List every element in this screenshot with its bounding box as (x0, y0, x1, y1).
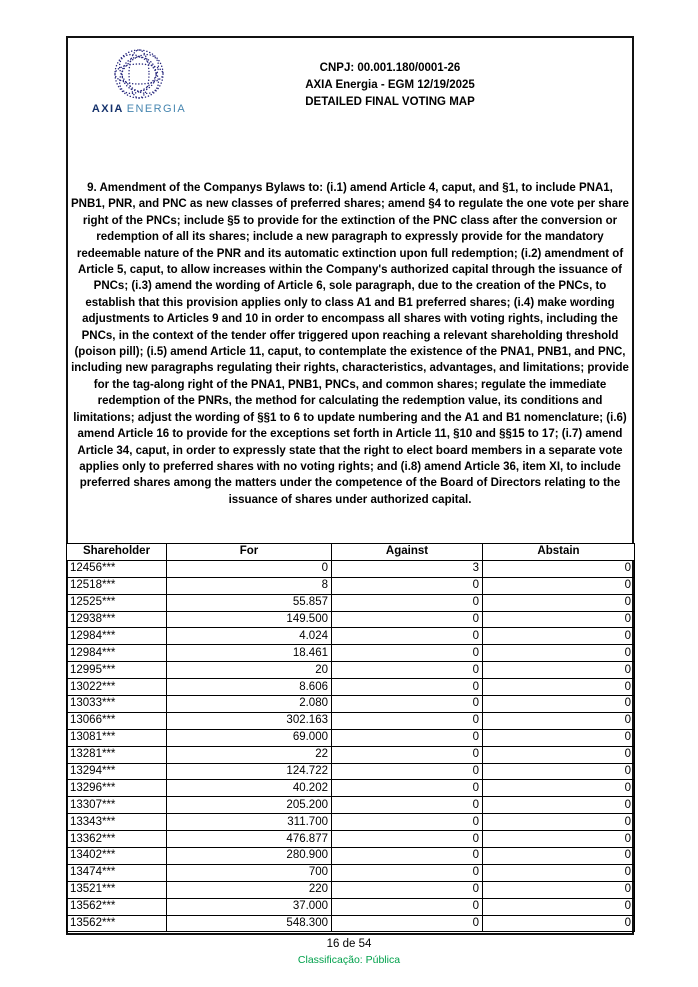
for-cell: 55.857 (167, 594, 332, 611)
against-cell: 0 (332, 915, 483, 932)
table-row (67, 848, 635, 865)
table-row (67, 729, 635, 746)
abstain-cell: 0 (483, 611, 635, 628)
abstain-cell: 0 (483, 915, 635, 932)
against-cell: 3 (332, 560, 483, 577)
against-cell: 0 (332, 763, 483, 780)
agenda-item-9-text: 9. Amendment of the Companys Bylaws to: (i.1) amend Article 4, caput, and §1, to include PNA1, PNB1, PNR, and PNC as new classes of preferred shares; amend §4 to regulate the one vote per share right of the PNCs; include §5 to provide for the extinction of the PNC class after the conversion or redemption of all its shares; include a new paragraph to expressly provide for the mandatory redeemable nature of the PNR and its automatic extinction upon full redemption; (i.2) amendment of Article 5, caput, to allow increases within the Company's authorized capital through the issuance of PNCs; (i.3) amend the wording of Article 6, sole paragraph, due to the creation of the PNCs, to establish that this provision applies only to class A1 and B1 preferred shares; (i.4) make wording adjustments to Articles 9 and 10 in order to encompass all shares with voting rights, including the PNCs, in the context of the tender offer triggered upon reaching a relevant shareholding threshold (poison pill); (i.5) amend Article 11, caput, to contemplate the existence of the PNA1, PNB1, and PNC, including new paragraphs regulating their rights, characteristics, advantages, and limitations; provide for the tag-along right of the PNA1, PNB1, PNCs, and common shares; regulate the immediate redemption of the PNRs, the method for calculating the redemption value, its conditions and limitations; adjust the wording of §§1 to 6 to update numbering and the A1 and B1 nomenclature; (i.6) amend Article 16 to provide for the exceptions set forth in Article 11, §10 and §§15 to 17; (i.7) amend Article 34, caput, in order to expressly state that the right to elect board members in a separate vote applies only to preferred shares with no voting rights; and (i.8) amend Article 36, item XI, to include preferred shares among the matters under the competence of the Board of Directors relating to the issuance of shares under authorized capital. (71, 182, 629, 506)
for-cell: 311.700 (167, 814, 332, 831)
table-row (67, 712, 635, 729)
company-logo (84, 47, 194, 115)
for-cell: 20 (167, 662, 332, 679)
for-cell: 8.606 (167, 679, 332, 696)
logo-suffix: ENERGIA (126, 103, 187, 115)
against-cell: 0 (332, 729, 483, 746)
shareholder-cell: 12984*** (67, 628, 167, 645)
abstain-cell: 0 (483, 662, 635, 679)
table-row (67, 814, 635, 831)
abstain-cell: 0 (483, 696, 635, 713)
logo-wordmark (84, 103, 194, 115)
for-cell: 40.202 (167, 780, 332, 797)
for-cell: 205.200 (167, 797, 332, 814)
table-row (67, 746, 635, 763)
against-cell: 0 (332, 814, 483, 831)
logo-name: AXIA (91, 103, 124, 115)
for-cell: 37.000 (167, 898, 332, 915)
for-cell: 220 (167, 881, 332, 898)
for-cell: 700 (167, 864, 332, 881)
shareholder-cell: 13521*** (67, 881, 167, 898)
abstain-cell: 0 (483, 679, 635, 696)
against-cell: 0 (332, 797, 483, 814)
shareholder-cell: 13022*** (67, 679, 167, 696)
for-cell: 69.000 (167, 729, 332, 746)
table-row (67, 780, 635, 797)
document-header (205, 60, 575, 111)
meeting-title-line: AXIA Energia - EGM 12/19/2025 (305, 79, 475, 91)
shareholder-cell: 13402*** (67, 848, 167, 865)
against-cell: 0 (332, 577, 483, 594)
abstain-cell: 0 (483, 831, 635, 848)
abstain-cell: 0 (483, 712, 635, 729)
column-header-abstain: Abstain (483, 544, 635, 561)
against-cell: 0 (332, 594, 483, 611)
abstain-cell: 0 (483, 763, 635, 780)
table-header-row (67, 544, 635, 561)
table-row (67, 594, 635, 611)
abstain-cell: 0 (483, 746, 635, 763)
against-cell: 0 (332, 831, 483, 848)
table-row (67, 898, 635, 915)
voting-table (66, 543, 635, 932)
shareholder-cell: 13307*** (67, 797, 167, 814)
for-cell: 0 (167, 560, 332, 577)
for-cell: 8 (167, 577, 332, 594)
for-cell: 302.163 (167, 712, 332, 729)
table-row (67, 696, 635, 713)
table-row (67, 831, 635, 848)
table-row (67, 611, 635, 628)
against-cell: 0 (332, 679, 483, 696)
table-row (67, 763, 635, 780)
shareholder-cell: 13296*** (67, 780, 167, 797)
shareholder-cell: 13281*** (67, 746, 167, 763)
for-cell: 4.024 (167, 628, 332, 645)
table-row (67, 797, 635, 814)
table-row (67, 560, 635, 577)
abstain-cell: 0 (483, 594, 635, 611)
shareholder-cell: 13562*** (67, 898, 167, 915)
abstain-cell: 0 (483, 645, 635, 662)
abstain-cell: 0 (483, 780, 635, 797)
for-cell: 149.500 (167, 611, 332, 628)
against-cell: 0 (332, 611, 483, 628)
for-cell: 280.900 (167, 848, 332, 865)
column-header-for: For (167, 544, 332, 561)
abstain-cell: 0 (483, 864, 635, 881)
against-cell: 0 (332, 628, 483, 645)
abstain-cell: 0 (483, 797, 635, 814)
shareholder-cell: 13362*** (67, 831, 167, 848)
for-cell: 2.080 (167, 696, 332, 713)
axia-logo-icon (112, 47, 166, 101)
against-cell: 0 (332, 712, 483, 729)
table-row (67, 645, 635, 662)
document-subtitle: DETAILED FINAL VOTING MAP (305, 96, 475, 108)
abstain-cell: 0 (483, 577, 635, 594)
shareholder-cell: 12995*** (67, 662, 167, 679)
against-cell: 0 (332, 746, 483, 763)
cnpj-line: CNPJ: 00.001.180/0001-26 (319, 62, 461, 74)
shareholder-cell: 13081*** (67, 729, 167, 746)
for-cell: 124.722 (167, 763, 332, 780)
page-number: 16 de 54 (326, 938, 372, 950)
table-row (67, 628, 635, 645)
shareholder-cell: 12518*** (67, 577, 167, 594)
shareholder-cell: 13343*** (67, 814, 167, 831)
shareholder-cell: 12984*** (67, 645, 167, 662)
for-cell: 18.461 (167, 645, 332, 662)
abstain-cell: 0 (483, 729, 635, 746)
abstain-cell: 0 (483, 814, 635, 831)
for-cell: 22 (167, 746, 332, 763)
table-row (67, 662, 635, 679)
against-cell: 0 (332, 696, 483, 713)
abstain-cell: 0 (483, 628, 635, 645)
for-cell: 476.877 (167, 831, 332, 848)
shareholder-cell: 12456*** (67, 560, 167, 577)
shareholder-cell: 12525*** (67, 594, 167, 611)
abstain-cell: 0 (483, 881, 635, 898)
against-cell: 0 (332, 848, 483, 865)
table-row (67, 881, 635, 898)
shareholder-cell: 13562*** (67, 915, 167, 932)
abstain-cell: 0 (483, 898, 635, 915)
against-cell: 0 (332, 662, 483, 679)
for-cell: 548.300 (167, 915, 332, 932)
voting-table-body (67, 560, 635, 932)
abstain-cell: 0 (483, 848, 635, 865)
shareholder-cell: 13294*** (67, 763, 167, 780)
column-header-shareholder: Shareholder (67, 544, 167, 561)
table-row (67, 577, 635, 594)
shareholder-cell: 13033*** (67, 696, 167, 713)
against-cell: 0 (332, 645, 483, 662)
table-row (67, 679, 635, 696)
shareholder-cell: 12938*** (67, 611, 167, 628)
table-row (67, 864, 635, 881)
column-header-against: Against (332, 544, 483, 561)
against-cell: 0 (332, 864, 483, 881)
against-cell: 0 (332, 898, 483, 915)
classification-label: Classificação: Pública (297, 954, 401, 966)
against-cell: 0 (332, 780, 483, 797)
against-cell: 0 (332, 881, 483, 898)
shareholder-cell: 13474*** (67, 864, 167, 881)
abstain-cell: 0 (483, 560, 635, 577)
table-row (67, 915, 635, 932)
shareholder-cell: 13066*** (67, 712, 167, 729)
